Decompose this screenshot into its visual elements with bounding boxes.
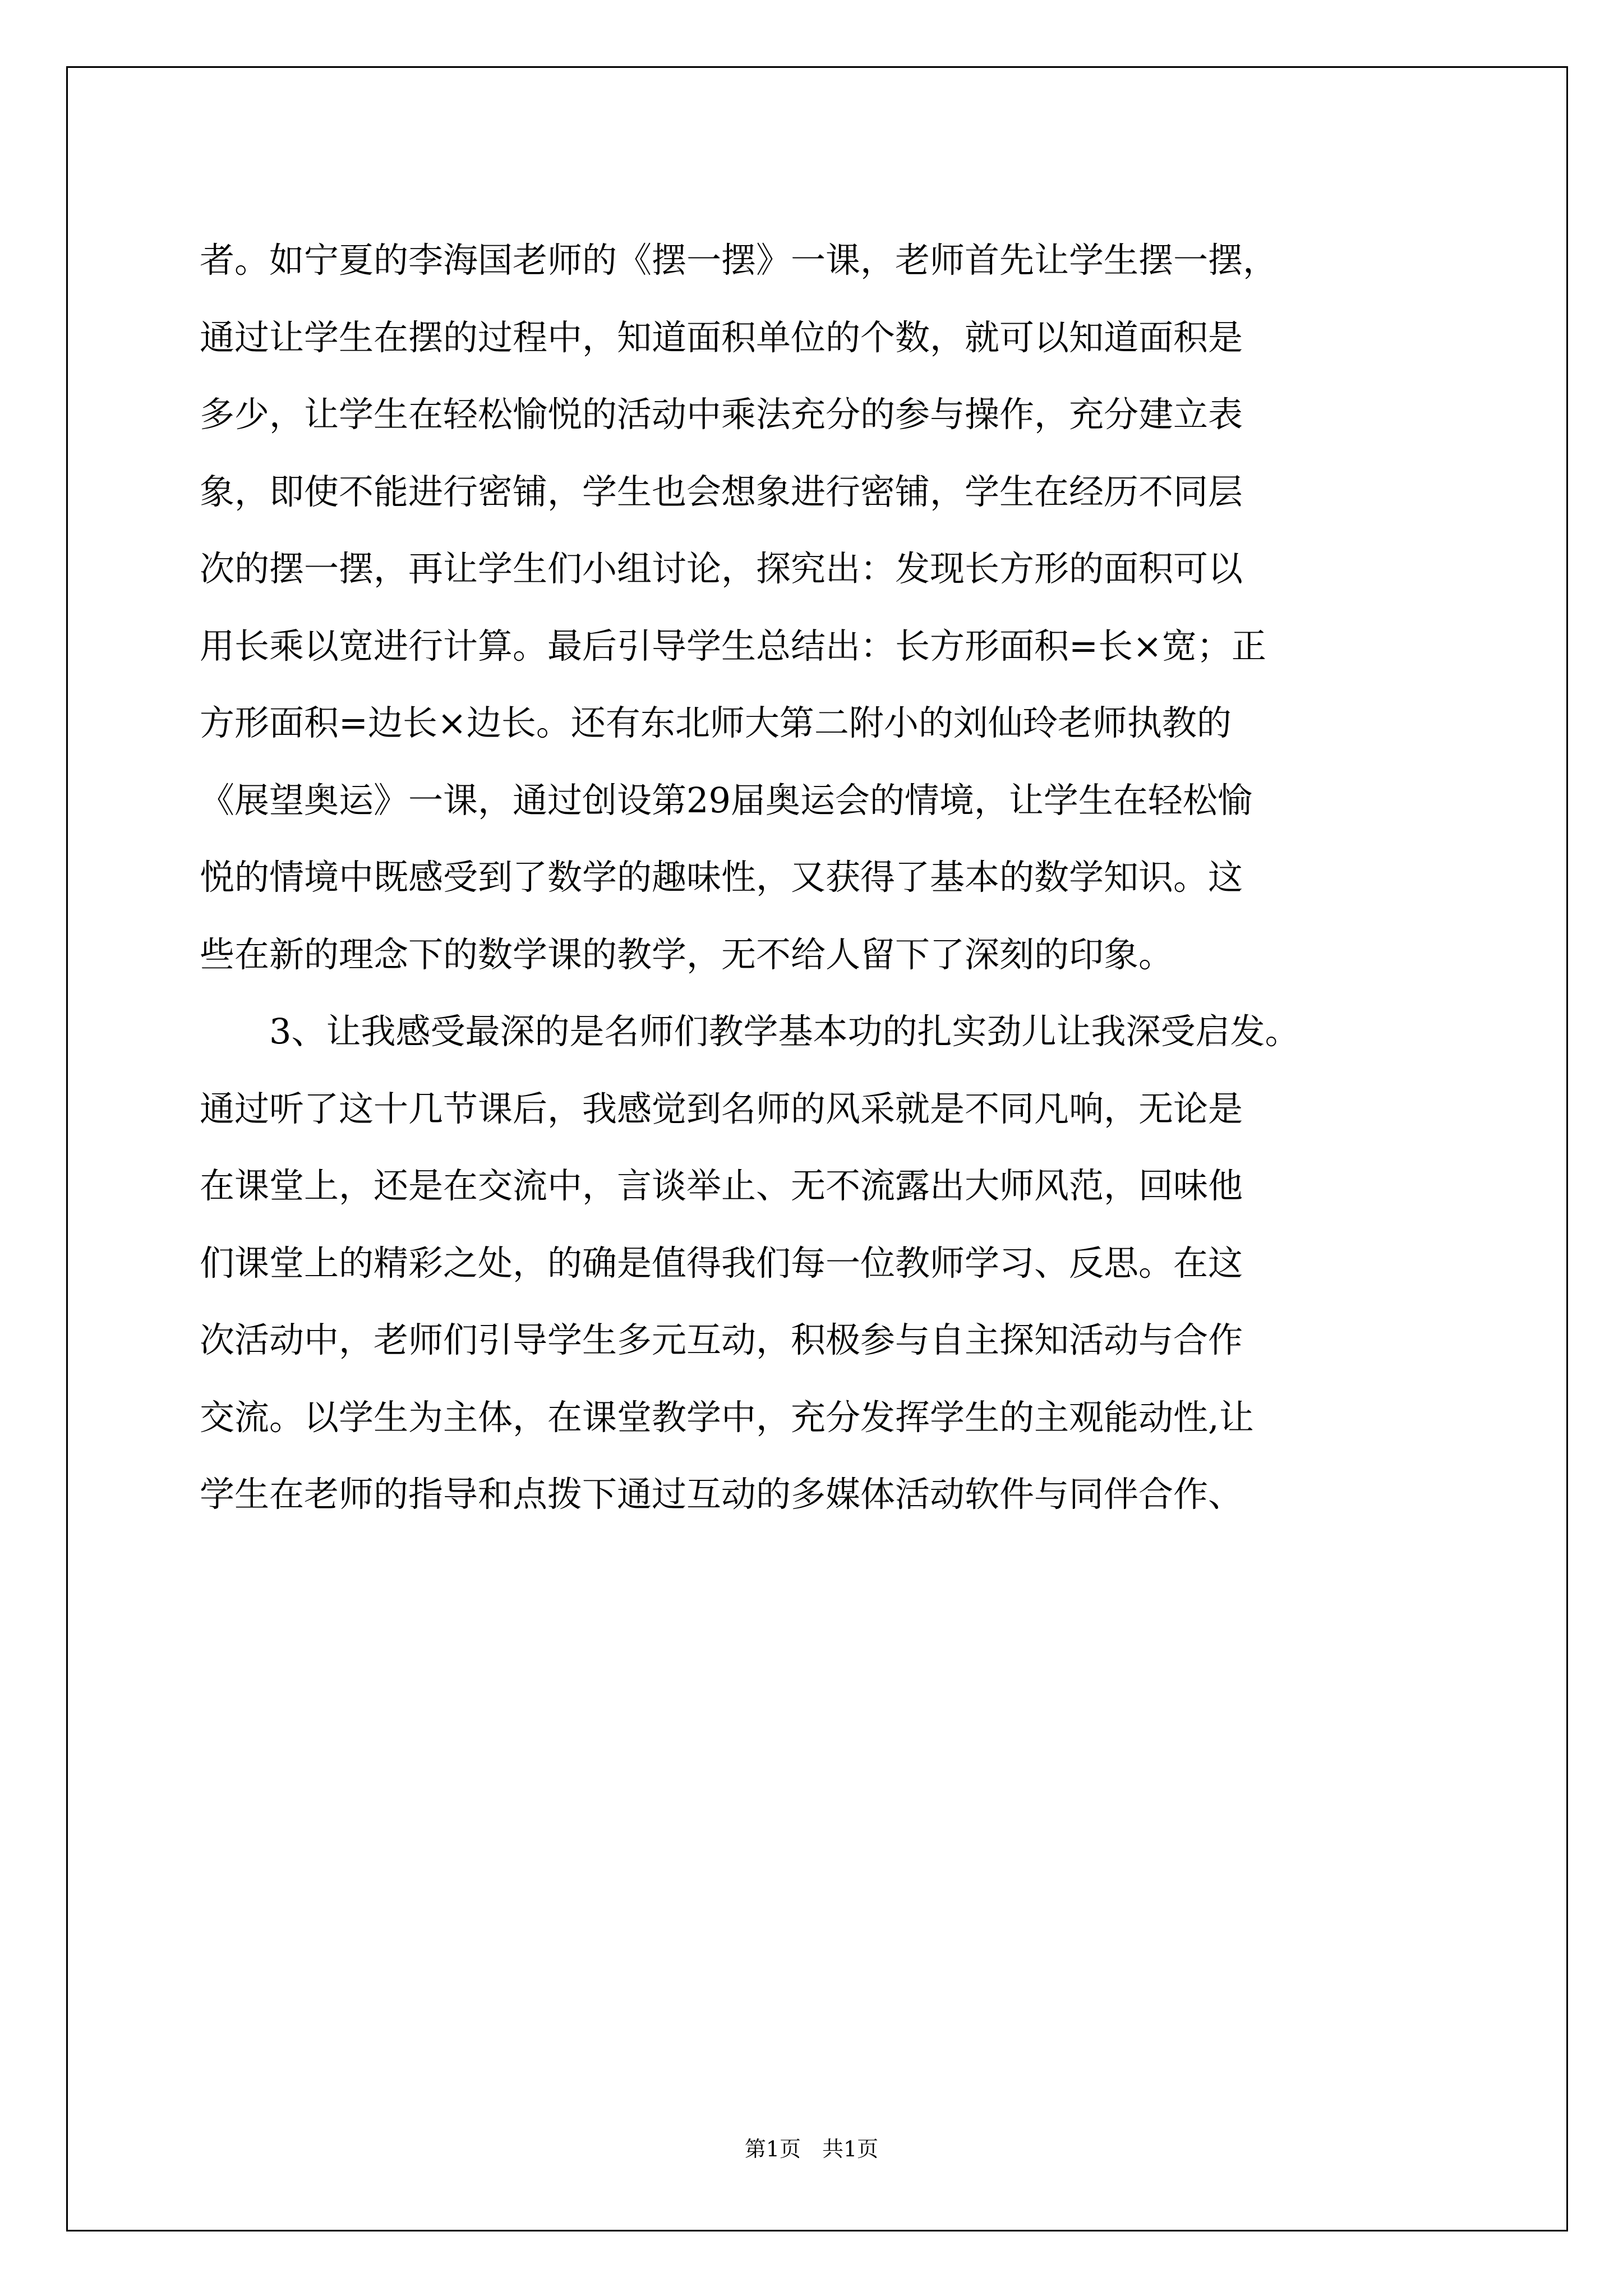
text-line-2: 通过让学生在摆的过程中，知道面积单位的个数，就可以知道面积是 [200, 316, 1243, 358]
text-line-14: 们课堂上的精彩之处，的确是值得我们每一位教师学习、反思。在这 [200, 1242, 1243, 1283]
text-line-16: 交流。以学生为主体，在课堂教学中，充分发挥学生的主观能动性,让 [200, 1396, 1254, 1438]
text-line-13: 在课堂上，还是在交流中，言谈举止、无不流露出大师风范，回味他 [200, 1165, 1243, 1206]
text-line-15: 次活动中，老师们引导学生多元互动，积极参与自主探知活动与合作 [200, 1319, 1243, 1360]
text-line-12: 通过听了这十几节课后，我感觉到名师的风采就是不同凡响，无论是 [200, 1088, 1243, 1129]
body-text [200, 222, 1433, 1533]
text-line-6: 用长乘以宽进行计算。最后引导学生总结出：长方形面积=长×宽；正 [200, 625, 1266, 666]
text-line-17: 学生在老师的指导和点拨下通过互动的多媒体活动软件与同伴合作、 [200, 1474, 1243, 1515]
text-line-3: 多少，让学生在轻松愉悦的活动中乘法充分的参与操作，充分建立表 [200, 394, 1243, 435]
text-line-11: 3、让我感受最深的是名师们教学基本功的扎实劲儿让我深受启发。 [200, 1011, 1300, 1052]
text-line-4: 象，即使不能进行密铺，学生也会想象进行密铺，学生在经历不同层 [200, 471, 1243, 512]
text-line-5: 次的摆一摆，再让学生们小组讨论，探究出：发现长方形的面积可以 [200, 548, 1243, 589]
text-line-1: 者。如宁夏的李海国老师的《摆一摆》一课，老师首先让学生摆一摆， [200, 240, 1278, 280]
text-line-8: 《展望奥运》一课，通过创设第29届奥运会的情境，让学生在轻松愉 [200, 779, 1252, 821]
text-line-7: 方形面积=边长×边长。还有东北师大第二附小的刘仙玲老师执教的 [200, 702, 1232, 743]
text-line-10: 些在新的理念下的数学课的教学，无不给人留下了深刻的印象。 [200, 933, 1174, 975]
page-footer: 第1页 共1页 [744, 2137, 879, 2161]
text-line-9: 悦的情境中既感受到了数学的趣味性，又获得了基本的数学知识。这 [200, 857, 1243, 898]
